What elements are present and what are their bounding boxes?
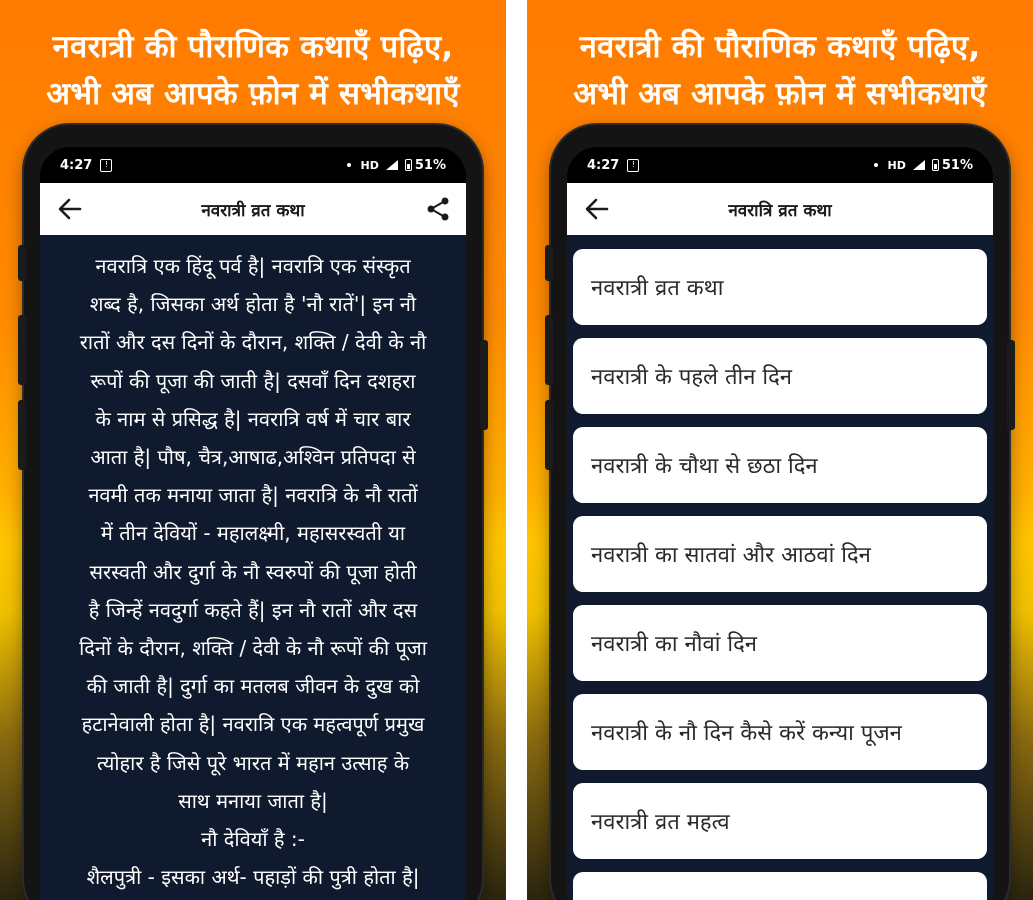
list-item[interactable]: नवरात्री के चौथा से छठा दिन: [573, 427, 987, 503]
phone-screen: [40, 147, 466, 900]
signal-icon: [385, 159, 399, 171]
story-list: [567, 235, 993, 900]
story-line: शब्द है, जिसका अर्थ होता है 'नौ रातें'| इन नौ: [89, 292, 417, 317]
battery-icon: [405, 159, 412, 171]
story-line: साथ मनाया जाता है|: [178, 788, 328, 813]
phone-power-button: [480, 340, 488, 430]
phone-screen: [567, 147, 993, 900]
status-network: HD: [360, 158, 379, 172]
notification-icon: !: [627, 159, 639, 172]
phone-frame: [24, 125, 482, 900]
story-text: [40, 235, 466, 896]
list-item[interactable]: नवरात्री के पहले तीन दिन: [573, 338, 987, 414]
phone-side-button: [545, 315, 553, 385]
story-line: नौ देवियाँ है :-: [201, 827, 305, 852]
right-promo-panel: [527, 0, 1033, 900]
story-line: है जिन्हें नवदुर्गा कहते हैं| इन नौ रातों और दस: [88, 597, 418, 622]
status-time: 4:27: [60, 157, 93, 173]
list-item[interactable]: [573, 872, 987, 900]
phone-frame: [551, 125, 1009, 900]
list-item[interactable]: नवरात्री के नौ दिन कैसे करें कन्या पूजन: [573, 694, 987, 770]
left-promo-panel: [0, 0, 506, 900]
promo-headline: [527, 24, 1033, 118]
status-time: 4:27: [587, 157, 620, 173]
status-battery: 51%: [941, 157, 973, 173]
phone-side-button: [18, 315, 26, 385]
story-line: के नाम से प्रसिद्ध है| नवरात्रि वर्ष में चार बार: [95, 406, 411, 431]
story-line: सरस्वती और दुर्गा के नौ स्वरुपों की पूजा होती: [89, 559, 417, 584]
notification-dot-icon: [347, 163, 351, 167]
list-item[interactable]: नवरात्री व्रत कथा: [573, 249, 987, 325]
story-line: हटानेवाली होता है| नवरात्रि एक महत्वपूर्ण प्रमुख: [81, 712, 425, 737]
app-bar: [567, 183, 993, 235]
phone-side-button: [18, 245, 26, 281]
arrow-left-icon[interactable]: [54, 193, 86, 225]
story-line: में तीन देवियों - महालक्ष्मी, महासरस्वती या: [100, 521, 406, 546]
arrow-left-icon[interactable]: [581, 193, 613, 225]
phone-side-button: [545, 400, 553, 470]
phone-side-button: [545, 245, 553, 281]
headline-line-1: नवरात्री की पौराणिक कथाएँ पढ़िए,: [52, 29, 454, 65]
page-title: नवरात्रि व्रत कथा: [728, 200, 832, 221]
story-line: की जाती है| दुर्गा का मतलब जीवन के दुख को: [86, 674, 420, 699]
story-line: नवरात्रि एक हिंदू पर्व है| नवरात्रि एक संस्कृत: [95, 254, 411, 278]
signal-icon: [912, 159, 926, 171]
list-item[interactable]: नवरात्री का सातवां और आठवां दिन: [573, 516, 987, 592]
notification-dot-icon: [874, 163, 878, 167]
story-line: नवमी तक मनाया जाता है| नवरात्रि के नौ रातों: [88, 483, 418, 508]
headline-line-1: नवरात्री की पौराणिक कथाएँ पढ़िए,: [579, 29, 981, 65]
story-line: दिनों के दौरान, शक्ति / देवी के नौ रूपों की पूजा: [79, 636, 427, 661]
promo-headline: [0, 24, 506, 118]
status-network: HD: [887, 158, 906, 172]
phone-side-button: [18, 400, 26, 470]
status-bar: [40, 147, 466, 183]
story-line: आता है| पौष, चैत्र,आषाढ,अश्विन प्रतिपदा से: [90, 445, 416, 470]
notification-icon: !: [100, 159, 112, 172]
list-item[interactable]: नवरात्री का नौवां दिन: [573, 605, 987, 681]
headline-line-2: अभी अब आपके फ़ोन में सभीकथाएँ: [573, 76, 987, 112]
story-line: रूपों की पूजा की जाती है| दसवाँ दिन दशहरा: [90, 368, 416, 393]
story-line: त्योहार है जिसे पूरे भारत में महान उत्साह के: [96, 750, 410, 775]
headline-line-2: अभी अब आपके फ़ोन में सभीकथाएँ: [46, 76, 460, 112]
phone-power-button: [1007, 340, 1015, 430]
story-line: शैलपुत्री - इसका अर्थ- पहाड़ों की पुत्री होता है|: [86, 865, 420, 890]
app-bar: [40, 183, 466, 235]
status-bar: [567, 147, 993, 183]
list-item[interactable]: नवरात्री व्रत महत्व: [573, 783, 987, 859]
battery-icon: [932, 159, 939, 171]
status-battery: 51%: [414, 157, 446, 173]
story-line: रातों और दस दिनों के दौरान, शक्ति / देवी के नौ: [79, 330, 427, 355]
share-icon[interactable]: [424, 195, 452, 223]
page-title: नवरात्री व्रत कथा: [201, 200, 305, 221]
